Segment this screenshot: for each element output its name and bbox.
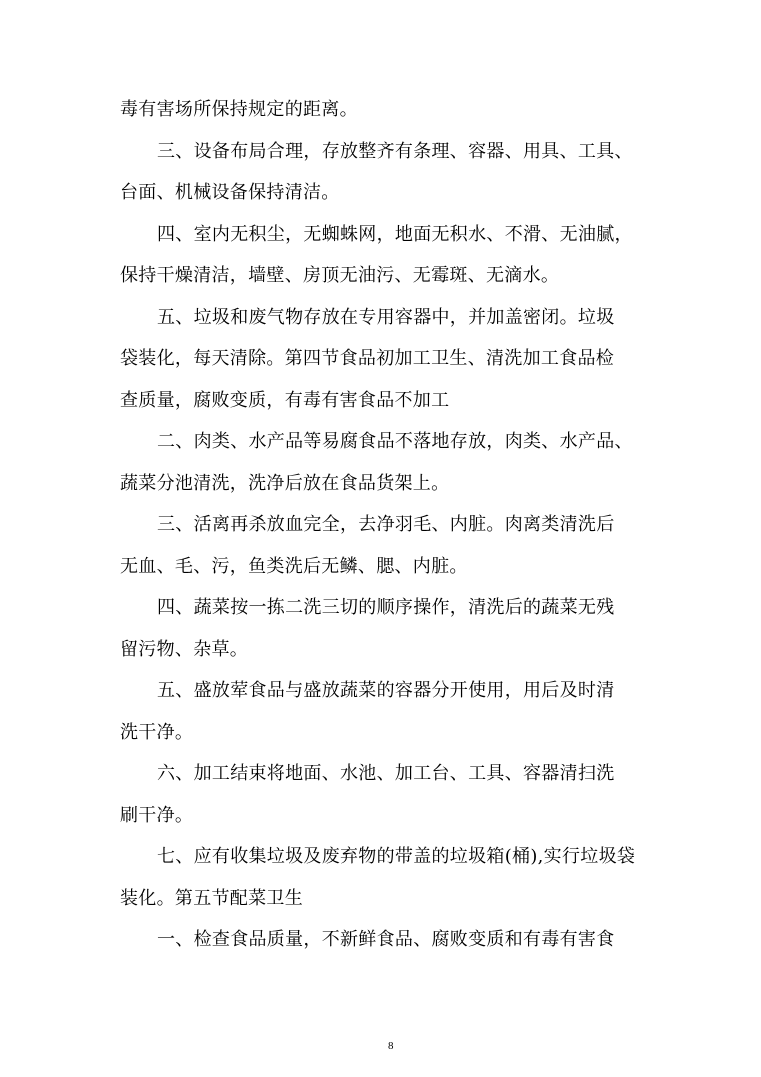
- text-line: 四、室内无积尘，无蜘蛛网，地面无积水、不滑、无油腻，: [157, 224, 633, 245]
- text-line: 五、垃圾和废气物存放在专用容器中，并加盖密闭。垃圾: [157, 307, 615, 328]
- page-number: 8: [388, 1040, 394, 1052]
- text-line: 留污物、杂草。: [120, 639, 249, 660]
- text-line: 二、肉类、水产品等易腐食品不落地存放，肉类、水产品、: [157, 431, 633, 452]
- text-line: 四、蔬菜按一拣二洗三切的顺序操作，清洗后的蔬菜无残: [157, 597, 615, 618]
- text-line: 洗干净。: [120, 722, 194, 743]
- text-line: 无血、毛、污，鱼类洗后无鳞、腮、内脏。: [120, 556, 468, 577]
- text-line: 三、活离再杀放血完全，去净羽毛、内脏。肉离类清洗后: [157, 514, 615, 535]
- text-line: 查质量，腐败变质，有毒有害食品不加工: [120, 390, 450, 411]
- text-line: 三、设备布局合理，存放整齐有条理、容器、用具、工具、: [157, 141, 633, 162]
- text-line: 六、加工结束将地面、水池、加工台、工具、容器清扫洗: [157, 763, 615, 784]
- text-line: 蔬菜分池清洗，洗净后放在食品货架上。: [120, 473, 450, 494]
- text-line: 五、盛放荤食品与盛放蔬菜的容器分开使用，用后及时清: [157, 680, 615, 701]
- text-line: 台面、机械设备保持清洁。: [120, 182, 340, 203]
- text-line: 毒有害场所保持规定的距离。: [120, 99, 358, 120]
- text-line: 装化。第五节配菜卫生: [120, 888, 303, 909]
- text-line: 袋装化，每天清除。第四节食品初加工卫生、清洗加工食品检: [120, 348, 615, 369]
- text-line: 七、应有收集垃圾及废弃物的带盖的垃圾箱(桶),实行垃圾袋: [157, 846, 636, 867]
- text-line: 刷干净。: [120, 805, 194, 826]
- text-line: 保持干燥清洁，墙壁、房顶无油污、无霉斑、无滴水。: [120, 265, 560, 286]
- text-line: 一、检查食品质量，不新鲜食品、腐败变质和有毒有害食: [157, 929, 615, 950]
